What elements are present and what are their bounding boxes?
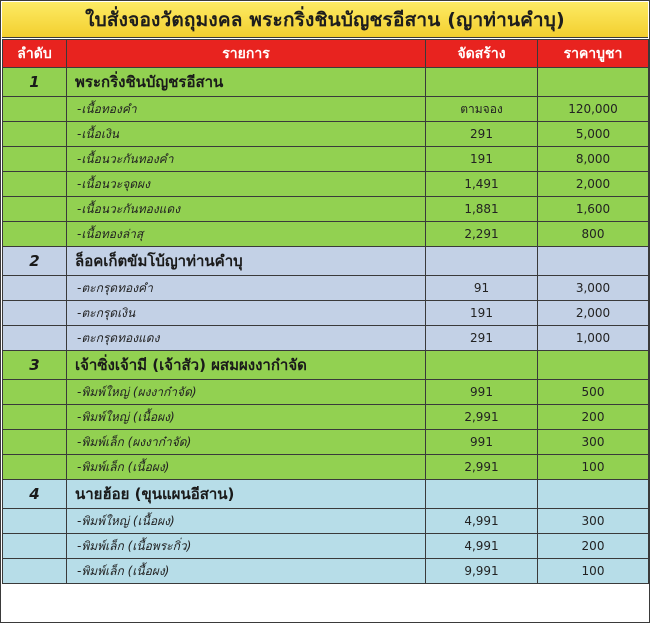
item-row (3, 122, 649, 147)
item-row (3, 534, 649, 559)
item-no-empty (3, 172, 67, 197)
item-row (3, 509, 649, 534)
group-name: เจ้าซิ่งเจ้ามี (เจ้าสัว) ผสมผงงาก๋าจัด (67, 351, 426, 380)
item-price: 100 (538, 559, 649, 584)
order-table (2, 39, 649, 584)
item-row (3, 326, 649, 351)
item-qty: 191 (426, 301, 538, 326)
group-qty-empty (426, 351, 538, 380)
item-qty: 191 (426, 147, 538, 172)
header-row (3, 40, 649, 68)
header-item: รายการ (67, 40, 426, 68)
item-name: -พิมพ์ใหญ่ (เนื้อผง) (67, 405, 426, 430)
item-name: -ตะกรุดทองแดง (67, 326, 426, 351)
group-qty-empty (426, 247, 538, 276)
group-price-empty (538, 351, 649, 380)
table-body (3, 68, 649, 584)
item-name: -เนื้อเงิน (67, 122, 426, 147)
item-row (3, 380, 649, 405)
item-price: 5,000 (538, 122, 649, 147)
item-name: -เนื้อทองล่าสุ (67, 222, 426, 247)
item-no-empty (3, 276, 67, 301)
item-no-empty (3, 197, 67, 222)
item-qty: 4,991 (426, 534, 538, 559)
item-price: 800 (538, 222, 649, 247)
item-row (3, 276, 649, 301)
item-no-empty (3, 222, 67, 247)
item-name: -พิมพ์เล็ก (เนื้อพระกิ่ว) (67, 534, 426, 559)
header-price: ราคาบูชา (538, 40, 649, 68)
item-row (3, 147, 649, 172)
group-name: นายฮ้อย (ขุนแผนอีสาน) (67, 480, 426, 509)
item-row (3, 197, 649, 222)
item-price: 100 (538, 455, 649, 480)
item-qty: 2,291 (426, 222, 538, 247)
group-number: 4 (3, 480, 67, 509)
group-row (3, 480, 649, 509)
item-row (3, 455, 649, 480)
item-name: -เนื้อนวะกันทองคำ (67, 147, 426, 172)
item-name: -เนื้อนวะกันทองแดง (67, 197, 426, 222)
group-row (3, 351, 649, 380)
item-qty: 991 (426, 430, 538, 455)
item-row (3, 430, 649, 455)
item-name: -ตะกรุดทองคำ (67, 276, 426, 301)
item-name: -เนื้อนวะจุดผง (67, 172, 426, 197)
item-price: 500 (538, 380, 649, 405)
item-name: -พิมพ์ใหญ่ (เนื้อผง) (67, 509, 426, 534)
item-price: 120,000 (538, 97, 649, 122)
item-no-empty (3, 147, 67, 172)
item-qty: 1,491 (426, 172, 538, 197)
item-qty: 291 (426, 326, 538, 351)
item-qty: 91 (426, 276, 538, 301)
item-price: 1,000 (538, 326, 649, 351)
item-price: 200 (538, 534, 649, 559)
item-row (3, 97, 649, 122)
item-price: 300 (538, 430, 649, 455)
item-no-empty (3, 509, 67, 534)
item-no-empty (3, 455, 67, 480)
item-row (3, 172, 649, 197)
item-price: 1,600 (538, 197, 649, 222)
item-qty: 9,991 (426, 559, 538, 584)
header-qty: จัดสร้าง (426, 40, 538, 68)
item-no-empty (3, 122, 67, 147)
item-no-empty (3, 430, 67, 455)
item-qty: 4,991 (426, 509, 538, 534)
item-price: 2,000 (538, 301, 649, 326)
item-price: 300 (538, 509, 649, 534)
item-no-empty (3, 301, 67, 326)
item-no-empty (3, 380, 67, 405)
group-price-empty (538, 480, 649, 509)
item-no-empty (3, 97, 67, 122)
item-qty: 991 (426, 380, 538, 405)
group-row (3, 247, 649, 276)
item-name: -พิมพ์เล็ก (เนื้อผง) (67, 559, 426, 584)
item-price: 200 (538, 405, 649, 430)
item-row (3, 405, 649, 430)
item-no-empty (3, 534, 67, 559)
item-qty: 291 (426, 122, 538, 147)
group-row (3, 68, 649, 97)
item-name: -พิมพ์เล็ก (ผงงาก๋าจัด) (67, 430, 426, 455)
group-price-empty (538, 247, 649, 276)
item-no-empty (3, 559, 67, 584)
group-name: พระกริ่งชินบัญชรอีสาน (67, 68, 426, 97)
item-no-empty (3, 405, 67, 430)
group-name: ล็อคเก็ตขัมโบ้ญาท่านคำบุ (67, 247, 426, 276)
item-name: -ตะกรุดเงิน (67, 301, 426, 326)
group-qty-empty (426, 68, 538, 97)
item-name: -เนื้อทองคำ (67, 97, 426, 122)
item-row (3, 301, 649, 326)
group-qty-empty (426, 480, 538, 509)
item-qty: ตามจอง (426, 97, 538, 122)
item-row (3, 559, 649, 584)
header-no: ลำดับ (3, 40, 67, 68)
item-name: -พิมพ์ใหญ่ (ผงงาก๋าจัด) (67, 380, 426, 405)
item-price: 8,000 (538, 147, 649, 172)
item-qty: 2,991 (426, 455, 538, 480)
item-name: -พิมพ์เล็ก (เนื้อผง) (67, 455, 426, 480)
item-qty: 1,881 (426, 197, 538, 222)
group-number: 3 (3, 351, 67, 380)
item-qty: 2,991 (426, 405, 538, 430)
sheet-title: ใบสั่งจองวัตถุมงคล พระกริ่งชินบัญชรอีสาน (ญาท่านคำบุ) (2, 2, 648, 38)
group-number: 1 (3, 68, 67, 97)
item-price: 2,000 (538, 172, 649, 197)
item-no-empty (3, 326, 67, 351)
group-number: 2 (3, 247, 67, 276)
item-row (3, 222, 649, 247)
item-price: 3,000 (538, 276, 649, 301)
group-price-empty (538, 68, 649, 97)
